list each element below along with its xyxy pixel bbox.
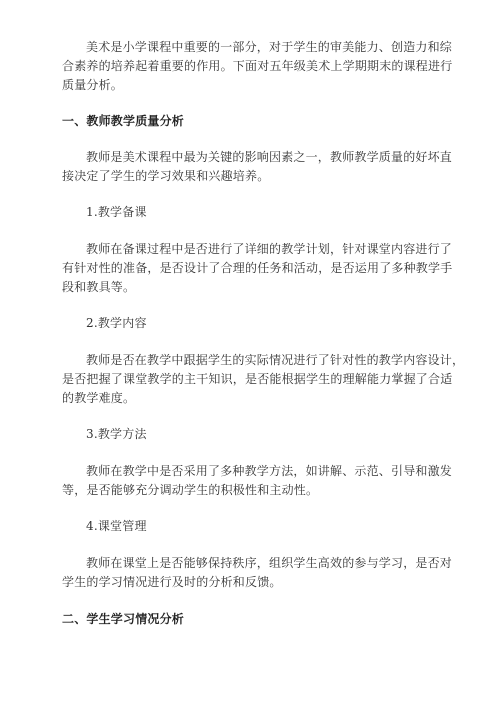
intro-line-2: 合素养的培养起着重要的作用。下面对五年级美术上学期期末的课程进行 (62, 59, 453, 73)
section2-heading: 二、学生学习情况分析 (62, 612, 185, 626)
section1-heading: 一、教师教学质量分析 (62, 114, 185, 128)
item2-line-3: 的教学难度。 (62, 391, 136, 405)
item1-title: 1.教学备课 (86, 205, 147, 219)
item4-line-1: 教师在课堂上是否能够保持秩序，组织学生高效的参与学习，是否对 (86, 556, 453, 570)
item4-title: 4.课堂管理 (86, 519, 147, 533)
item2-title: 2.教学内容 (86, 316, 147, 330)
section1-intro-line-1: 教师是美术课程中最为关键的影响因素之一，教师教学质量的好坏直 (86, 150, 453, 164)
intro-line-3: 质量分析。 (62, 78, 124, 92)
item4-line-2: 学生的学习情况进行及时的分析和反馈。 (62, 575, 282, 589)
intro-line-1: 美术是小学课程中重要的一部分，对于学生的审美能力、创造力和综 (86, 40, 453, 54)
item1-line-2: 有针对性的准备，是否设计了合理的任务和活动，是否运用了多种教学手 (62, 261, 453, 275)
item2-line-2: 是否把握了课堂教学的主干知识，是否能根据学生的理解能力掌握了合适 (62, 372, 453, 386)
item3-title: 3.教学方法 (86, 427, 147, 441)
item1-line-1: 教师在备课过程中是否进行了详细的教学计划，针对课堂内容进行了 (86, 242, 453, 256)
item1-line-3: 段和教具等。 (62, 280, 136, 294)
item2-line-1: 教师是否在教学中跟据学生的实际情况进行了针对性的教学内容设计， (86, 353, 465, 367)
item3-line-1: 教师在教学中是否采用了多种教学方法，如讲解、示范、引导和激发 (86, 464, 453, 478)
section1-intro-line-2: 接决定了学生的学习效果和兴趣培养。 (62, 169, 270, 183)
item3-line-2: 等，是否能够充分调动学生的积极性和主动性。 (62, 483, 319, 497)
